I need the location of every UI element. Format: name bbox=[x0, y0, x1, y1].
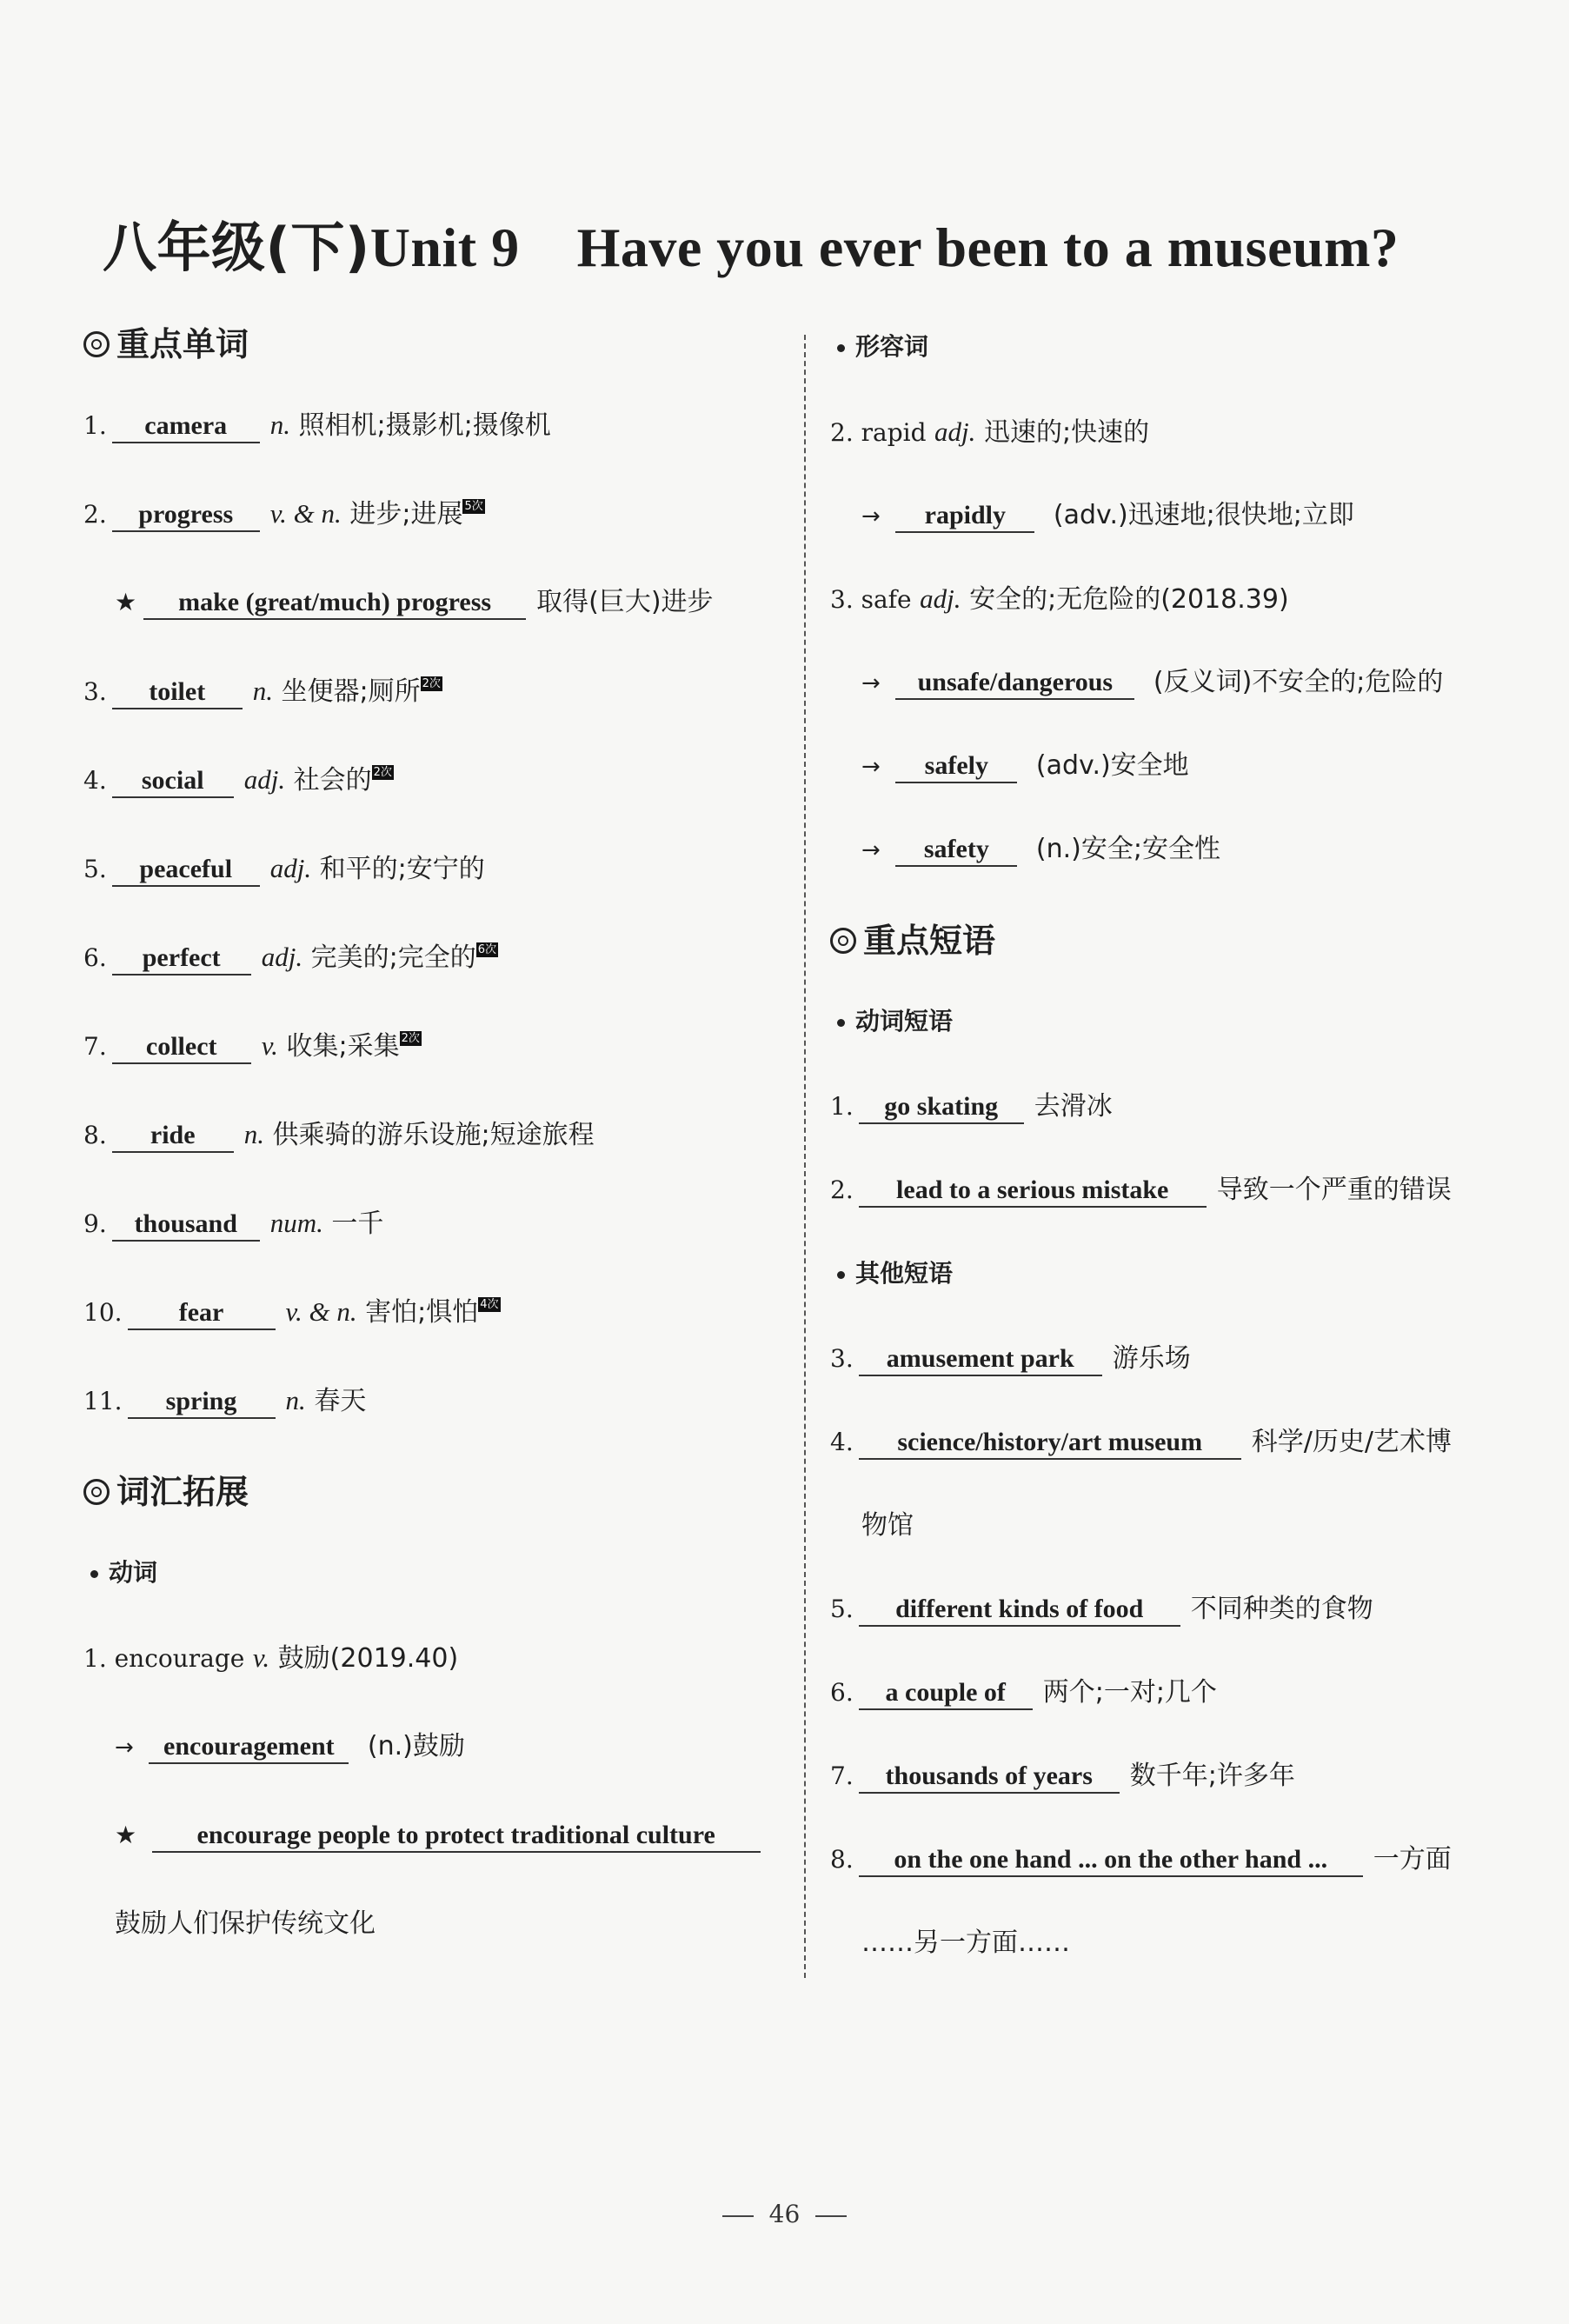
encourage-phrase: ★ encourage people to protect traditional culture bbox=[83, 1815, 796, 1855]
item-number: 3. bbox=[83, 677, 107, 706]
word-item bbox=[83, 671, 796, 711]
answer-blank: thousands of years bbox=[859, 1761, 1120, 1794]
item-number: 11. bbox=[83, 1387, 123, 1415]
rapid-entry: 2. rapid adj. 迅速的;快速的 bbox=[830, 416, 1150, 448]
arrow-icon: → bbox=[861, 503, 881, 529]
rapid-derived: → rapidly (adv.)迅速地;很快地;立即 bbox=[830, 496, 1526, 536]
progress-phrase bbox=[83, 583, 796, 623]
arrow-icon: → bbox=[861, 754, 881, 780]
part-of-speech: n. bbox=[252, 676, 273, 706]
safe-adverb: → safely (adv.)安全地 bbox=[830, 746, 1526, 786]
bullet-dot-icon bbox=[837, 1271, 845, 1279]
encourage-derived: → encouragement (n.)鼓励 bbox=[83, 1727, 796, 1767]
frequency-badge: 4次 bbox=[480, 1298, 499, 1311]
meaning: 不同种类的食物 bbox=[1190, 1594, 1373, 1624]
phrase-item bbox=[830, 1756, 1526, 1796]
answer-blank: a couple of bbox=[859, 1677, 1033, 1710]
safe-opposite: → unsafe/dangerous (反义词)不安全的;危险的 bbox=[830, 663, 1526, 703]
item-number: 2. bbox=[830, 1175, 854, 1204]
answer-blank: social bbox=[112, 765, 234, 798]
safe-noun: → safety (n.)安全;安全性 bbox=[830, 829, 1526, 869]
phrase-item bbox=[830, 1170, 1526, 1210]
word-item bbox=[83, 849, 796, 889]
meaning: 数千年;许多年 bbox=[1129, 1761, 1295, 1791]
meaning: 完美的;完全的 bbox=[310, 942, 476, 973]
item-number: 5. bbox=[83, 855, 107, 883]
item-number: 2. bbox=[83, 500, 107, 529]
meaning: 一千 bbox=[331, 1209, 384, 1239]
safe-entry: 3. safe adj. 安全的;无危险的(2018.39) bbox=[830, 583, 1289, 615]
title-unit: Unit 9 Have you ever been to a museum? bbox=[369, 216, 1399, 278]
bullet-dot-icon bbox=[837, 1019, 845, 1027]
answer-blank: toilet bbox=[112, 676, 243, 709]
meaning: 收集;采集 bbox=[286, 1031, 400, 1062]
part-of-speech: n. bbox=[285, 1385, 306, 1415]
word-item bbox=[83, 1292, 796, 1332]
item-number: 6. bbox=[83, 943, 107, 972]
answer-blank: collect bbox=[112, 1031, 251, 1064]
item-number: 7. bbox=[830, 1761, 854, 1790]
part-of-speech: n. bbox=[269, 410, 290, 440]
phrase-continuation bbox=[830, 1506, 1526, 1546]
star-icon: ★ bbox=[115, 588, 137, 616]
part-of-speech: v. & n. bbox=[285, 1296, 357, 1327]
answer-blank: perfect bbox=[112, 942, 251, 976]
page-number: 46 bbox=[0, 2200, 1569, 2228]
part-of-speech: v. bbox=[261, 1030, 278, 1061]
column-divider bbox=[804, 335, 806, 1978]
meaning: 照相机;摄影机;摄像机 bbox=[298, 410, 551, 441]
meaning: 取得(巨大)进步 bbox=[536, 587, 714, 617]
answer-blank: spring bbox=[128, 1386, 276, 1419]
answer-blank: ride bbox=[112, 1120, 234, 1153]
answer-blank: thousand bbox=[112, 1209, 260, 1242]
meaning: 害怕;惧怕 bbox=[365, 1297, 479, 1328]
meaning: 科学/历史/艺术博 bbox=[1251, 1427, 1452, 1457]
answer-blank: camera bbox=[112, 410, 260, 443]
answer-blank: peaceful bbox=[112, 854, 260, 887]
encourage-entry: 1. encourage v. 鼓励(2019.40) bbox=[83, 1642, 459, 1674]
item-number: 4. bbox=[830, 1428, 854, 1456]
answer-blank: progress bbox=[112, 499, 260, 532]
word-item bbox=[83, 1115, 796, 1155]
arrow-icon: → bbox=[861, 837, 881, 863]
part-of-speech: v. & n. bbox=[269, 498, 342, 529]
word-item bbox=[83, 937, 796, 977]
circle-bullet-icon bbox=[830, 928, 856, 954]
subhead-other-phrase: 其他短语 bbox=[837, 1254, 1526, 1294]
phrase-item bbox=[830, 1087, 1526, 1127]
meaning: 和平的;安宁的 bbox=[319, 854, 485, 884]
phrase-item bbox=[830, 1589, 1526, 1629]
answer-blank: amusement park bbox=[859, 1343, 1102, 1376]
encourage-phrase-meaning: 鼓励人们保护传统文化 bbox=[115, 1908, 376, 1939]
word-item bbox=[83, 760, 796, 800]
meaning: 导致一个严重的错误 bbox=[1216, 1175, 1452, 1205]
arrow-icon: → bbox=[861, 670, 881, 696]
part-of-speech: n. bbox=[243, 1119, 264, 1149]
phrase-item bbox=[830, 1840, 1526, 1880]
bullet-dot-icon bbox=[837, 344, 845, 352]
meaning-continued: ……另一方面…… bbox=[861, 1928, 1070, 1958]
bullet-dot-icon bbox=[90, 1570, 98, 1578]
frequency-badge: 2次 bbox=[422, 677, 441, 690]
phrase-item bbox=[830, 1422, 1526, 1462]
item-number: 1. bbox=[83, 411, 107, 440]
right-column bbox=[830, 322, 1526, 2007]
item-number: 5. bbox=[830, 1595, 854, 1623]
star-icon: ★ bbox=[115, 1821, 137, 1849]
meaning: 两个;一对;几个 bbox=[1042, 1677, 1217, 1708]
subhead-verb: 动词 bbox=[90, 1553, 796, 1593]
phrase-item bbox=[830, 1673, 1526, 1713]
circle-bullet-icon bbox=[83, 331, 110, 357]
item-number: 4. bbox=[83, 766, 107, 795]
item-number: 1. bbox=[830, 1092, 854, 1121]
meaning: 供乘骑的游乐设施;短途旅程 bbox=[272, 1120, 595, 1150]
dash bbox=[722, 2215, 754, 2217]
frequency-badge: 2次 bbox=[401, 1032, 420, 1045]
word-item bbox=[83, 1381, 796, 1421]
section-key-words: 重点单词 bbox=[83, 322, 796, 367]
part-of-speech: adj. bbox=[261, 942, 303, 972]
title-grade: 八年级(下) bbox=[103, 216, 370, 279]
arrow-icon: → bbox=[115, 1735, 134, 1761]
answer-blank: go skating bbox=[859, 1091, 1024, 1124]
part-of-speech: adj. bbox=[269, 853, 312, 883]
meaning: 进步;进展 bbox=[349, 499, 463, 529]
part-of-speech: num. bbox=[269, 1208, 323, 1238]
section-key-phrases: 重点短语 bbox=[830, 918, 1526, 963]
item-number: 9. bbox=[83, 1209, 107, 1238]
subhead-verb-phrase: 动词短语 bbox=[837, 1002, 1526, 1042]
answer-blank: science/history/art museum bbox=[859, 1427, 1241, 1460]
answer-blank: different kinds of food bbox=[859, 1594, 1180, 1627]
frequency-badge: 5次 bbox=[464, 500, 483, 513]
meaning: 一方面 bbox=[1373, 1844, 1452, 1875]
dash bbox=[815, 2215, 847, 2217]
meaning: 去滑冰 bbox=[1034, 1091, 1113, 1122]
circle-bullet-icon bbox=[83, 1479, 110, 1505]
meaning: 社会的 bbox=[293, 765, 372, 796]
page-title bbox=[103, 204, 1528, 282]
word-item bbox=[83, 1026, 796, 1066]
meaning: 游乐场 bbox=[1112, 1343, 1191, 1374]
word-item bbox=[83, 405, 796, 445]
item-number: 7. bbox=[83, 1032, 107, 1061]
answer-blank: make (great/much) progress bbox=[143, 587, 526, 620]
part-of-speech: adj. bbox=[243, 764, 286, 795]
meaning-continued: 物馆 bbox=[861, 1510, 914, 1541]
answer-blank: on the one hand ... on the other hand ... bbox=[859, 1844, 1363, 1877]
item-number: 8. bbox=[830, 1845, 854, 1874]
left-column bbox=[83, 322, 796, 1993]
meaning: 坐便器;厕所 bbox=[281, 676, 421, 707]
word-item bbox=[83, 1203, 796, 1243]
section-vocab-expansion: 词汇拓展 bbox=[83, 1469, 796, 1515]
item-number: 10. bbox=[83, 1298, 123, 1327]
subhead-adjective: 形容词 bbox=[837, 327, 1526, 367]
item-number: 6. bbox=[830, 1678, 854, 1707]
item-number: 3. bbox=[830, 1344, 854, 1373]
meaning: 春天 bbox=[314, 1386, 367, 1416]
frequency-badge: 2次 bbox=[373, 766, 392, 779]
phrase-continuation bbox=[830, 1923, 1526, 1963]
answer-blank: lead to a serious mistake bbox=[859, 1175, 1207, 1208]
frequency-badge: 6次 bbox=[477, 943, 497, 956]
item-number: 8. bbox=[83, 1121, 107, 1149]
word-item bbox=[83, 494, 796, 534]
answer-blank: fear bbox=[128, 1297, 276, 1330]
phrase-item bbox=[830, 1339, 1526, 1379]
